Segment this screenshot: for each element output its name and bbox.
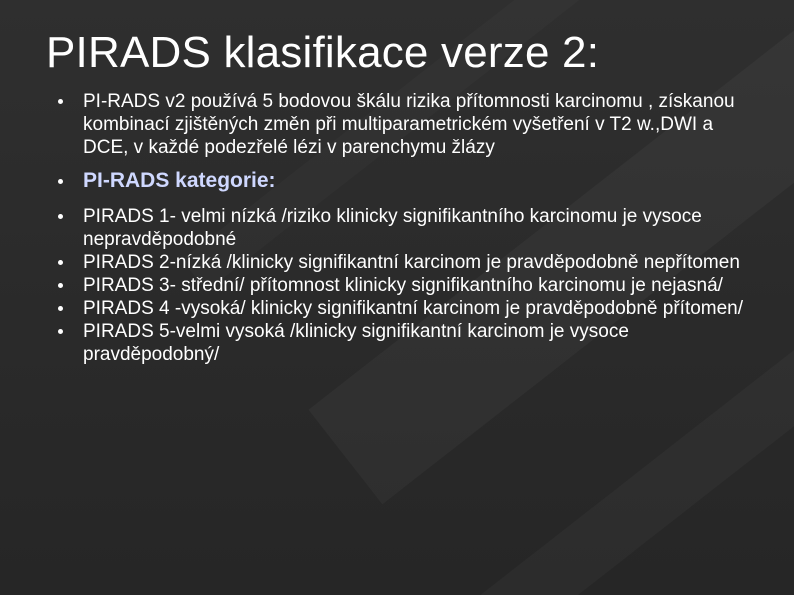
categories-heading: PI-RADS kategorie: xyxy=(83,169,276,192)
bullet-icon xyxy=(58,99,63,104)
category-label: PIRADS 4 -vysoká/ xyxy=(83,298,246,319)
category-label: PIRADS 1- velmi nízká xyxy=(83,206,277,227)
bullet-icon xyxy=(58,283,63,288)
bullet-icon xyxy=(58,306,63,311)
category-text: /klinicky signifikantní karcinom je pravděpodobně nepřítomen xyxy=(221,252,740,273)
slide-title: PIRADS klasifikace verze 2: xyxy=(46,28,600,77)
list-item-heading xyxy=(58,169,758,193)
list-item-category xyxy=(58,251,758,274)
bullet-icon xyxy=(58,179,63,184)
category-text: /riziko klinicky signifikantního karcinomu je vysoce nepravděpodobné xyxy=(83,206,702,250)
list-item-intro xyxy=(58,90,758,159)
bullet-list xyxy=(58,90,758,366)
list-item-category xyxy=(58,274,758,297)
intro-text: PI-RADS v2 používá 5 bodovou škálu rizika přítomnosti karcinomu , získanou kombinací zjištěných změn při multiparametrickém vyšetření v T2 w.,DWI a DCE, v každé podezřelé lézi v parenchymu žlázy xyxy=(83,91,735,158)
category-text: klinicky signifikantní karcinom je pravděpodobně přítomen/ xyxy=(245,298,744,319)
category-label: PIRADS 3- střední/ xyxy=(83,275,245,296)
category-label: PIRADS 2-nízká xyxy=(83,252,222,273)
category-text: přítomnost klinicky signifikantního karcinomu je nejasná/ xyxy=(244,275,723,296)
bullet-icon xyxy=(58,214,63,219)
bullet-icon xyxy=(58,329,63,334)
list-item-category xyxy=(58,320,758,366)
category-label: PIRADS 5-velmi vysoká xyxy=(83,321,285,342)
list-item-category xyxy=(58,205,758,251)
bullet-icon xyxy=(58,260,63,265)
list-item-category xyxy=(58,297,758,320)
category-text: /klinicky signifikantní karcinom je vysoce pravděpodobný/ xyxy=(83,321,629,365)
